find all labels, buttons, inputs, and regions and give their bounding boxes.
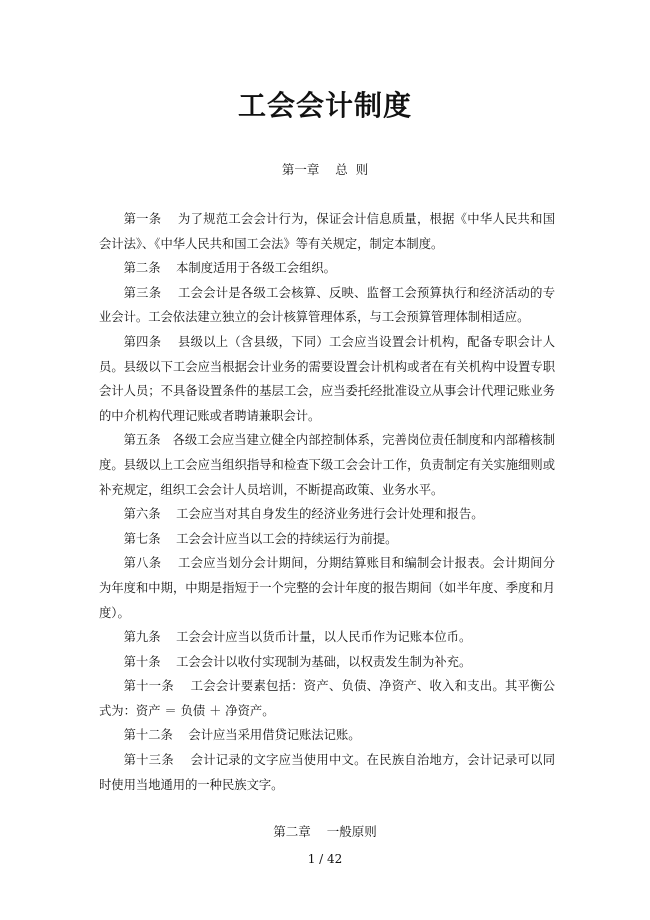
article-3: 第三条 工会会计是各级工会核算、反映、监督工会预算执行和经济活动的专业会计。工会依法建立独立的会计核算管理体系，与工会预算管理体制相适应。 — [99, 285, 555, 325]
article-6: 第六条 工会应当对其自身发生的经济业务进行会计处理和报告。 — [123, 507, 484, 522]
article-9: 第九条 工会会计应当以货币计量，以人民币作为记账本位币。 — [123, 630, 472, 645]
article-13: 第十三条 会计记录的文字应当使用中文。在民族自治地方，会计记录可以同时使用当地通用的一种民族文字。 — [99, 753, 555, 792]
page-number: 1 / 42 — [307, 852, 343, 866]
article-4: 第四条 县级以上（含县级，下同）工会应当设置会计机构，配备专职会计人员。县级以下工会应当根据会计业务的需要设置会计机构或者在有关机构中设置专职会计人员；不具备设置条件的基层工会，应当委托经批准设立从事会计代理记账业务的中介机构代理记账或者聘请兼职会计。 — [99, 334, 555, 423]
article-11: 第十一条 工会会计要素包括：资产、负债、净资产、收入和支出。其平衡公式为：资产 ＝ 负债 ＋ 净资产。 — [99, 679, 555, 718]
chapter-heading-2: 第二章 一般原则 — [273, 824, 377, 839]
article-2: 第二条 本制度适用于各级工会组织。 — [123, 261, 336, 276]
article-7: 第七条 工会会计应当以工会的持续运行为前提。 — [123, 531, 398, 546]
article-12: 第十二条 会计应当采用借贷记账法记账。 — [123, 728, 361, 743]
article-8: 第八条 工会应当划分会计期间，分期结算账目和编制会计报表。会计期间分为年度和中期，中期是指短于一个完整的会计年度的报告期间（如半年度、季度和月度）。 — [99, 556, 555, 620]
article-10: 第十条 工会会计以收付实现制为基础，以权责发生制为补充。 — [123, 654, 472, 669]
document-body — [99, 207, 555, 797]
article-1: 第一条 为了规范工会会计行为，保证会计信息质量，根据《中华人民共和国会计法》、《中华人民共和国工会法》等有关规定，制定本制度。 — [99, 212, 555, 251]
document-title: 工会会计制度 — [237, 89, 412, 122]
article-5: 第五条 各级工会应当建立健全内部控制体系，完善岗位责任制度和内部稽核制度。县级以上工会应当组织指导和检查下级工会会计工作，负责制定有关实施细则或补充规定，组织工会会计人员培训，不断提高政策、业务水平。 — [99, 433, 555, 497]
chapter-heading: 第一章 总 则 — [281, 162, 369, 177]
